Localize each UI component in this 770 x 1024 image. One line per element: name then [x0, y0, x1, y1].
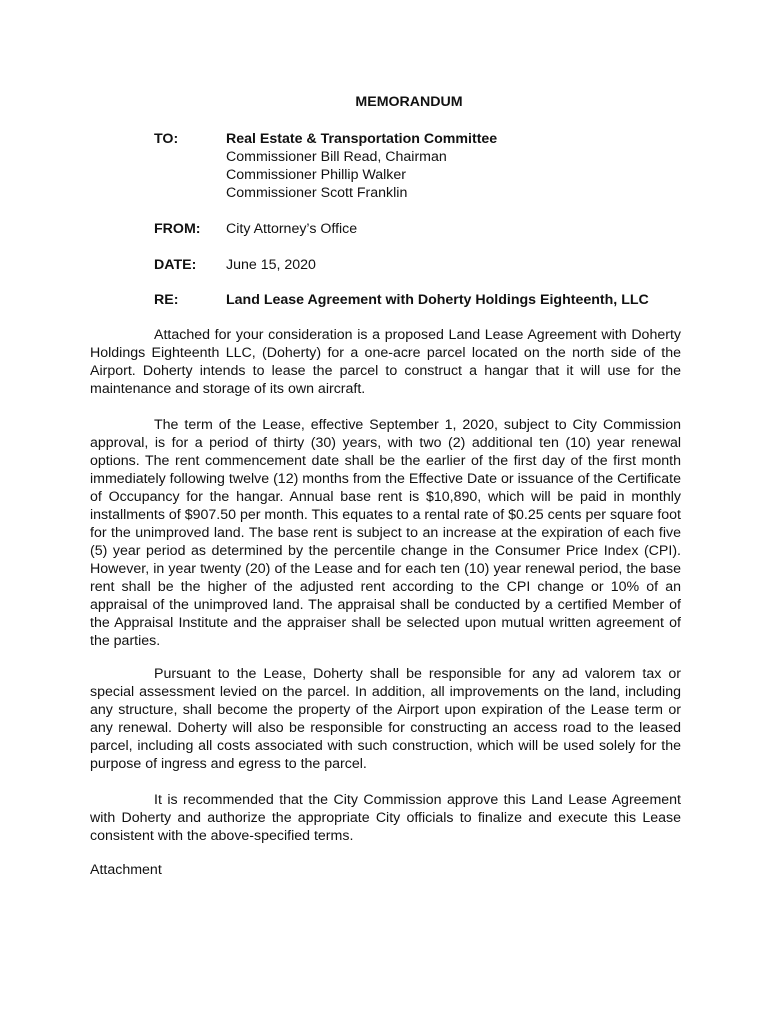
from-label: FROM:	[154, 221, 201, 237]
paragraph-2	[90, 416, 681, 650]
recipient-chairman: Commissioner Bill Read, Chairman	[226, 149, 447, 165]
paragraph-text: The term of the Lease, effective September 1, 2020, subject to City Commission approval, is for a period of thirty (30) years, with two (2) additional ten (10) year renewal options. The rent commencement date shall be the earlier of the first day of the first month immediately following twelve (12) months from the Effective Date or issuance of the Certificate of Occupancy for the hangar. Annual base rent is $10,890, which will be paid in monthly installments of $907.50 per month. This equates to a rental rate of $0.25 cents per square foot for the unimproved land. The base rent is subject to an increase at the expiration of each five (5) year period as determined by the percentile change in the Consumer Price Index (CPI). However, in year twenty (20) of the Lease and for each ten (10) year renewal period, the base rent shall be the higher of the adjusted rent according to the CPI change or 10% of an appraisal of the unimproved land. The appraisal shall be conducted by a certified Member of the Appraisal Institute and the appraiser shall be selected upon mutual written agreement of the parties.	[90, 417, 681, 649]
memo-title: MEMORANDUM	[355, 94, 463, 110]
recipient-commissioner: Commissioner Scott Franklin	[226, 185, 408, 201]
re-label: RE:	[154, 292, 179, 308]
paragraph-text: It is recommended that the City Commission approve this Land Lease Agreement with Doherty and authorize the appropriate City officials to finalize and execute this Lease consistent with the above-specified terms.	[90, 792, 681, 844]
paragraph-text: Attached for your consideration is a proposed Land Lease Agreement with Doherty Holdings Eighteenth LLC, (Doherty) for a one-acre parcel located on the north side of the Airport. Doherty intends to lease the parcel to construct a hangar that it will use for the maintenance and storage of its own aircraft.	[90, 327, 681, 397]
to-recipients	[226, 130, 716, 202]
paragraph-4	[90, 791, 681, 845]
paragraph-1	[90, 326, 681, 398]
re-subject: Land Lease Agreement with Doherty Holdings Eighteenth, LLC	[226, 292, 649, 308]
paragraph-text: Pursuant to the Lease, Doherty shall be responsible for any ad valorem tax or special assessment levied on the parcel. In addition, all improvements on the land, including any structure, shall become the property of the Airport upon expiration of the Lease term or any renewal. Doherty will also be responsible for constructing an access road to the leased parcel, including all costs associated with such construction, which will be used solely for the purpose of ingress and egress to the parcel.	[90, 666, 681, 772]
from-value: City Attorney’s Office	[226, 221, 358, 237]
recipient-committee: Real Estate & Transportation Committee	[226, 131, 498, 147]
date-label: DATE:	[154, 257, 197, 273]
attachment-note: Attachment	[90, 862, 162, 878]
paragraph-3	[90, 665, 681, 773]
date-value: June 15, 2020	[226, 257, 316, 273]
recipient-commissioner: Commissioner Phillip Walker	[226, 167, 407, 183]
to-label: TO:	[154, 131, 179, 147]
